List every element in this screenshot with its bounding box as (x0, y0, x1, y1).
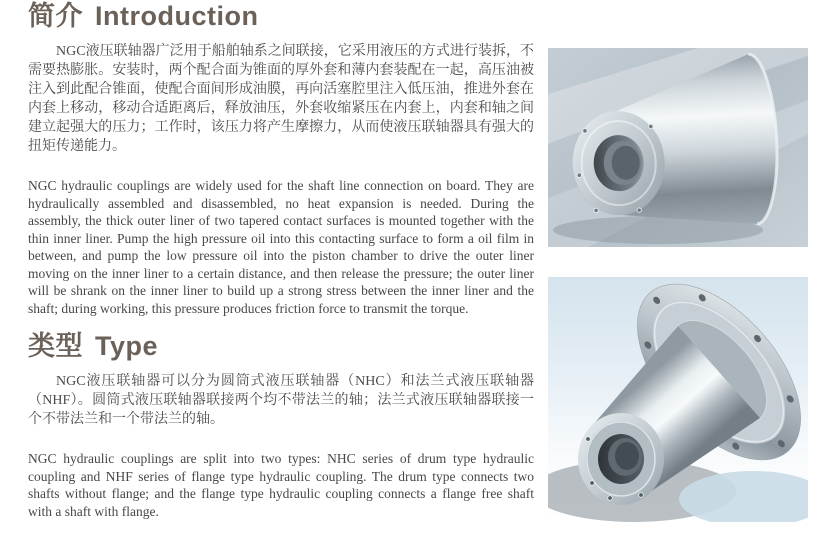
type-heading-zh: 类型 (28, 331, 83, 361)
introduction-paragraph-english: NGC hydraulic couplings are widely used for the shaft line connection on board. They are hydraulically assembled and disassembled, no heat expansion is needed. During the assembly, the thick outer liner of two tapered contact surfaces is mounted together with the thin inner liner. Pump the high pressure oil into this contacting surface to form a oil film in between, and pump the low pressure oil into the piston chamber to drive the outer liner moving on the inner liner to a certain distance, and then release the pressure; the outer liner will be shrank on the inner liner to build up a strong stress between the inner liner and the shaft; during working, this pressure produces friction force to transmit the torque. (28, 178, 534, 316)
drum-type-coupling-image (548, 48, 808, 247)
introduction-paragraph-chinese: NGC液压联轴器广泛用于船舶轴系之间联接，它采用液压的方式进行装拆，不需要热膨胀。安装时，两个配合面为锥面的厚外套和薄内套装配在一起，高压油被注入到此配合锥面，使配合面间形成油膜，再向活塞腔里注入低压油，推进外套在内套上移动，移动合适距离后，释放油压，外套收缩紧压在内套上，内套和轴之间建立起强大的压力；工作时，该压力将产生摩擦力，从而使液压联轴器具有强大的扭矩传递能力。 (28, 44, 534, 154)
flange-type-coupling-image (548, 277, 808, 522)
introduction-heading-en: Introduction (95, 1, 259, 31)
flange-coupling-figure (548, 277, 808, 522)
type-heading-en: Type (95, 331, 159, 361)
type-paragraph-english: NGC hydraulic couplings are split into two types: NHC series of drum type hydraulic coupling and NHF series of flange type hydraulic coupling. The drum type connects two shafts without flange; and the flange type hydraulic coupling connects a flange free shaft with a shaft with flange. (28, 451, 534, 519)
type-paragraph-chinese: NGC液压联轴器可以分为圆筒式液压联轴器（NHC）和法兰式液压联轴器（NHF）。圆筒式液压联轴器联接两个均不带法兰的轴；法兰式液压联轴器联接一个不带法兰和一个带法兰的轴。 (28, 374, 534, 427)
introduction-heading (28, 0, 534, 32)
drum-coupling-figure (548, 48, 808, 247)
text-column (28, 0, 534, 520)
type-heading (28, 330, 534, 362)
introduction-heading-zh: 简介 (28, 1, 83, 31)
